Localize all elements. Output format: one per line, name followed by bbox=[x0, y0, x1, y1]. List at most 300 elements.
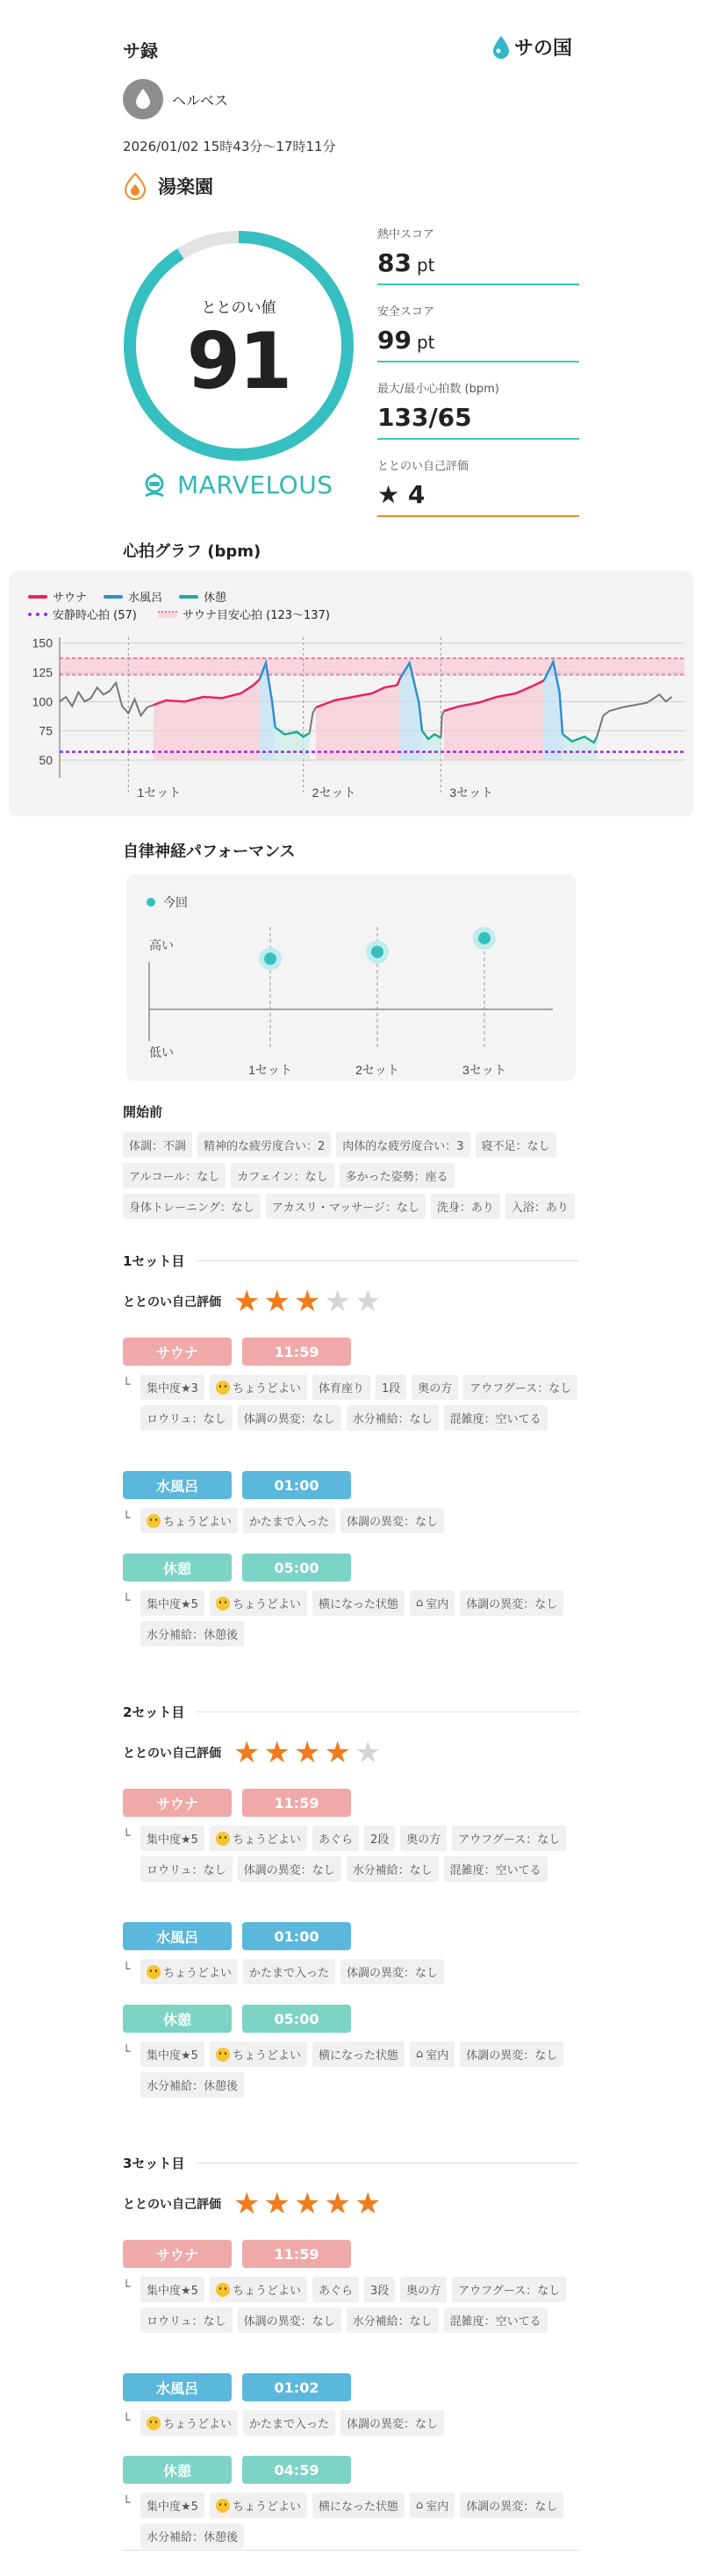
rest-step bbox=[123, 2005, 351, 2033]
condition-tag bbox=[312, 1590, 405, 1616]
tag-text: ちょうどよい bbox=[232, 2501, 301, 2514]
rating-stars bbox=[233, 1735, 382, 1770]
tag-text: 混雑度：空いてる bbox=[449, 1413, 541, 1426]
tag-text: 室内 bbox=[426, 2501, 449, 2514]
tag-text: 2段 bbox=[369, 1833, 390, 1847]
condition-tag bbox=[452, 2277, 566, 2302]
rating-stars bbox=[233, 1284, 382, 1319]
tag-text: ロウリュ：なし bbox=[147, 2315, 226, 2328]
metric-unit: pt bbox=[416, 255, 435, 276]
series-fill bbox=[400, 663, 422, 760]
legend-swatch bbox=[28, 595, 47, 599]
condition-tag bbox=[336, 1132, 469, 1158]
tag-text: 横になった状態 bbox=[318, 2501, 398, 2514]
avatar[interactable] bbox=[123, 79, 163, 119]
ans-title: 自律神経パフォーマンス bbox=[123, 843, 296, 861]
set-title: 1セット目 bbox=[123, 1253, 185, 1269]
tag-text: ちょうどよい bbox=[232, 1382, 301, 1396]
condition-tag bbox=[140, 1856, 233, 1882]
branch-icon: └ bbox=[123, 1829, 131, 1843]
legend-swatch bbox=[104, 595, 123, 599]
condition-tag bbox=[463, 1374, 577, 1400]
star-icon: ★ bbox=[233, 1735, 261, 1770]
tag-text: 水分補給：なし bbox=[352, 1864, 433, 1877]
session-datetime: 2026/01/02 15時43分〜17時11分 bbox=[123, 139, 336, 154]
house-icon: ⌂ bbox=[415, 2048, 424, 2061]
smile-face-icon bbox=[216, 2283, 230, 2297]
set-label: 2セット bbox=[312, 786, 356, 800]
sauna-time-pill: 11:59 bbox=[242, 1789, 351, 1817]
tag-text: かたまで入った bbox=[249, 1516, 330, 1529]
tag-text: アウフグース：なし bbox=[458, 1833, 561, 1847]
tag-text: カフェイン：なし bbox=[237, 1171, 328, 1184]
ans-low-label: 低い bbox=[149, 1045, 174, 1059]
legend-swatch bbox=[158, 611, 177, 618]
condition-tag bbox=[444, 1856, 548, 1882]
sauna-label-pill: サウナ bbox=[123, 1789, 232, 1817]
branch-icon: └ bbox=[123, 2280, 131, 2294]
divider bbox=[197, 1260, 579, 1261]
condition-tag bbox=[140, 1405, 233, 1431]
series-line-other bbox=[60, 683, 154, 715]
star-icon: ★ bbox=[293, 1735, 321, 1770]
y-tick-label: 150 bbox=[32, 635, 53, 650]
tag-text: 3段 bbox=[369, 2285, 390, 2298]
metric-label: ととのい自己評価 bbox=[377, 460, 469, 473]
drop-avatar-icon bbox=[134, 88, 152, 111]
divider bbox=[123, 2550, 579, 2551]
star-icon: ★ bbox=[324, 1284, 351, 1319]
tag-text: 体調の異変：なし bbox=[466, 2049, 558, 2063]
legend-label: 今回 bbox=[163, 895, 188, 909]
tag-text: 水分補給：なし bbox=[352, 2315, 433, 2328]
y-tick-label: 75 bbox=[39, 723, 53, 738]
totonoi-value: 91 bbox=[186, 316, 291, 406]
metric-value: 99 bbox=[377, 326, 412, 355]
legend-water bbox=[104, 588, 162, 605]
star-icon: ★ bbox=[293, 1284, 321, 1319]
tag-text: 体調の異変：なし bbox=[243, 1864, 335, 1877]
ans-point bbox=[371, 946, 383, 958]
metric-label: 最大/最小心拍数 (bpm) bbox=[377, 383, 499, 396]
condition-tag bbox=[444, 1405, 548, 1431]
tag-text: ちょうどよい bbox=[163, 1967, 233, 1980]
condition-tag bbox=[400, 1826, 447, 1851]
condition-tag bbox=[140, 2523, 244, 2549]
condition-tag bbox=[140, 2307, 233, 2333]
condition-tag bbox=[210, 1374, 307, 1400]
legend-safe bbox=[158, 606, 330, 622]
set-header bbox=[123, 1703, 579, 1721]
tag-text: 洗身：あり bbox=[436, 1202, 494, 1215]
condition-tag bbox=[231, 1163, 333, 1188]
sauna-step bbox=[123, 2240, 351, 2268]
metric-value: 133/65 bbox=[377, 403, 472, 432]
smile-face-icon bbox=[216, 1381, 230, 1395]
tag-text: アウフグース：なし bbox=[469, 1382, 572, 1396]
tag-text: 室内 bbox=[426, 2049, 449, 2063]
tag-text: 体調の異変：なし bbox=[347, 1516, 439, 1529]
rest-label-pill: 休憩 bbox=[123, 2005, 232, 2033]
legend-dot bbox=[147, 898, 155, 907]
tag-text: 室内 bbox=[426, 1598, 449, 1611]
legend-label: サウナ bbox=[53, 592, 88, 605]
water-time-pill: 01:00 bbox=[242, 1471, 351, 1499]
tag-text: 水分補給：休憩後 bbox=[147, 2531, 239, 2544]
tag-text: 身体トレーニング：なし bbox=[129, 1202, 254, 1215]
legend-rest bbox=[179, 588, 226, 605]
water-time-pill: 01:02 bbox=[242, 2373, 351, 2401]
brand-logo bbox=[491, 33, 572, 61]
metric-underline bbox=[377, 515, 579, 517]
page-title: サ録 bbox=[123, 40, 158, 61]
tag-text: 体調の異変：なし bbox=[466, 2501, 558, 2514]
star-icon: ★ bbox=[324, 1735, 351, 1770]
condition-tag bbox=[431, 1194, 500, 1219]
star-icon: ★ bbox=[263, 1284, 290, 1319]
divider bbox=[197, 1711, 579, 1712]
y-tick-label: 125 bbox=[32, 665, 53, 679]
ans-set-label: 2セット bbox=[355, 1063, 399, 1077]
detail-tags bbox=[140, 2277, 579, 2333]
tag-text: 集中度★5 bbox=[147, 1598, 198, 1611]
condition-tag bbox=[364, 2277, 395, 2302]
legend-label: 水風呂 bbox=[128, 592, 163, 605]
rest-step bbox=[123, 1553, 351, 1582]
condition-tag bbox=[123, 1163, 226, 1188]
set-title: 2セット目 bbox=[123, 1704, 185, 1720]
branch-icon: └ bbox=[123, 1378, 131, 1392]
sauna-label-pill: サウナ bbox=[123, 2240, 232, 2268]
tag-text: 集中度★5 bbox=[147, 2049, 198, 2063]
heart-rate-chart bbox=[9, 628, 693, 813]
condition-tag bbox=[210, 2277, 307, 2302]
condition-tag bbox=[347, 2307, 439, 2333]
tag-text: 入浴：あり bbox=[511, 1202, 569, 1215]
condition-tag bbox=[243, 1959, 335, 1984]
tag-text: 奥の方 bbox=[406, 1833, 441, 1847]
series-fill bbox=[444, 680, 544, 760]
tag-text: ちょうどよい bbox=[232, 2049, 301, 2063]
heart-graph-title: 心拍グラフ (bpm) bbox=[123, 542, 261, 561]
set-rating bbox=[123, 1284, 382, 1319]
condition-tag bbox=[340, 1508, 444, 1533]
rating-label: ととのい自己評価 bbox=[123, 1295, 221, 1310]
rest-step bbox=[123, 2456, 351, 2484]
tag-text: 集中度★5 bbox=[147, 2285, 198, 2298]
water-details bbox=[123, 1508, 579, 1533]
ans-set-label: 3セット bbox=[462, 1063, 506, 1077]
branch-icon: └ bbox=[123, 2414, 131, 2428]
condition-tag bbox=[210, 2041, 307, 2067]
smile-face-icon bbox=[147, 1514, 161, 1528]
condition-tag bbox=[238, 1405, 341, 1431]
tag-text: 水分補給：休憩後 bbox=[147, 1629, 239, 1642]
condition-tag bbox=[412, 1374, 458, 1400]
star-icon: ★ bbox=[263, 1735, 290, 1770]
sauna-step bbox=[123, 1338, 351, 1366]
branch-icon: └ bbox=[123, 1962, 131, 1977]
water-step bbox=[123, 2373, 351, 2401]
condition-tag bbox=[340, 1959, 444, 1984]
condition-tag bbox=[347, 1405, 439, 1431]
condition-tag bbox=[238, 1856, 341, 1882]
condition-tag bbox=[140, 1621, 244, 1647]
condition-tag bbox=[312, 2277, 359, 2302]
tag-text: 体調の異変：なし bbox=[347, 1967, 439, 1980]
tag-text: アルコール：なし bbox=[129, 1171, 220, 1184]
condition-tag bbox=[140, 1508, 238, 1533]
tag-text: あぐら bbox=[318, 1833, 353, 1847]
tag-text: 水分補給：休憩後 bbox=[147, 2080, 239, 2093]
metric-safety-score bbox=[377, 302, 579, 362]
totonoi-label: ととのい値 bbox=[201, 299, 276, 317]
detail-tags bbox=[140, 2410, 579, 2436]
legend-swatch bbox=[179, 595, 198, 599]
condition-tag bbox=[140, 1826, 204, 1851]
tag-text: 精神的な疲労度合い：2 bbox=[204, 1140, 326, 1153]
smile-face-icon bbox=[216, 2499, 230, 2513]
condition-tag bbox=[140, 1590, 204, 1616]
detail-tags bbox=[140, 1374, 579, 1431]
legend-sauna bbox=[28, 588, 87, 605]
drop-logo-icon bbox=[491, 35, 511, 60]
rating-stars bbox=[233, 2186, 382, 2221]
condition-tag bbox=[210, 2493, 307, 2518]
rating-label: ととのい自己評価 bbox=[123, 1747, 221, 1761]
rest-details bbox=[123, 2041, 579, 2098]
series-fill bbox=[316, 678, 400, 760]
tag-text: 肉体的な疲労度合い：3 bbox=[342, 1140, 464, 1153]
metric-heat-score bbox=[377, 225, 579, 285]
tag-text: 奥の方 bbox=[406, 2285, 441, 2298]
rest-label-pill: 休憩 bbox=[123, 1553, 232, 1582]
condition-tag bbox=[140, 2072, 244, 2098]
star-icon: ★ bbox=[263, 2186, 290, 2221]
star-icon: ★ bbox=[354, 2186, 382, 2221]
condition-tag bbox=[140, 2410, 238, 2436]
tag-text: 水分補給：なし bbox=[352, 1413, 433, 1426]
tag-text: ちょうどよい bbox=[163, 1516, 233, 1529]
metric-self-rating bbox=[377, 456, 579, 517]
condition-tag bbox=[238, 2307, 341, 2333]
condition-tag bbox=[410, 2041, 455, 2067]
rest-time-pill: 05:00 bbox=[242, 1553, 351, 1582]
facility[interactable] bbox=[123, 172, 213, 200]
condition-tag bbox=[340, 1163, 455, 1188]
metric-unit: pt bbox=[416, 332, 435, 353]
condition-tag bbox=[140, 2493, 204, 2518]
tag-text: 奥の方 bbox=[418, 1382, 453, 1396]
tag-text: 集中度★5 bbox=[147, 1833, 198, 1847]
tag-text: 横になった状態 bbox=[318, 2049, 398, 2063]
branch-icon: └ bbox=[123, 1511, 131, 1525]
y-tick-label: 50 bbox=[39, 753, 53, 767]
set-label: 1セット bbox=[137, 786, 182, 800]
set-title: 3セット目 bbox=[123, 2156, 185, 2171]
tag-text: あぐら bbox=[318, 2285, 353, 2298]
tag-text: 集中度★3 bbox=[147, 1382, 198, 1396]
smile-face-icon bbox=[216, 1832, 230, 1846]
tag-text: 体育座り bbox=[318, 1382, 364, 1396]
water-details bbox=[123, 1959, 579, 1984]
house-icon: ⌂ bbox=[415, 2499, 424, 2512]
legend-label: 休憩 bbox=[204, 592, 227, 605]
tag-text: ちょうどよい bbox=[232, 2285, 301, 2298]
condition-tag bbox=[460, 2041, 563, 2067]
tag-text: ロウリュ：なし bbox=[147, 1413, 226, 1426]
sauna-step bbox=[123, 1789, 351, 1817]
condition-tag bbox=[312, 1374, 370, 1400]
sauna-details bbox=[123, 1374, 579, 1431]
sauna-label-pill: サウナ bbox=[123, 1338, 232, 1366]
water-time-pill: 01:00 bbox=[242, 1922, 351, 1950]
condition-tag bbox=[400, 2277, 447, 2302]
rest-details bbox=[123, 2493, 579, 2549]
rest-details bbox=[123, 1590, 579, 1647]
condition-tag bbox=[460, 1590, 563, 1616]
before-tags bbox=[123, 1132, 579, 1219]
rest-time-pill: 04:59 bbox=[242, 2456, 351, 2484]
tag-text: 体調の異変：なし bbox=[243, 2315, 335, 2328]
condition-tag bbox=[505, 1194, 575, 1219]
condition-tag bbox=[243, 1508, 335, 1533]
condition-tag bbox=[140, 2277, 204, 2302]
sauna-details bbox=[123, 2277, 579, 2333]
ans-point bbox=[478, 932, 491, 944]
star-icon: ★ bbox=[324, 2186, 351, 2221]
legend-swatch bbox=[28, 613, 47, 616]
rating-label: ととのい自己評価 bbox=[123, 2198, 221, 2212]
condition-tag bbox=[364, 1826, 395, 1851]
tag-text: 多かった姿勢：座る bbox=[345, 1171, 448, 1184]
detail-tags bbox=[140, 1590, 579, 1647]
tag-text: アカスリ・マッサージ：なし bbox=[271, 1202, 419, 1215]
condition-tag bbox=[376, 1374, 406, 1400]
heart-graph-card bbox=[9, 570, 693, 816]
water-details bbox=[123, 2410, 579, 2436]
ans-card bbox=[126, 874, 576, 1081]
condition-tag bbox=[444, 2307, 548, 2333]
condition-tag bbox=[312, 2041, 405, 2067]
condition-tag bbox=[243, 2410, 335, 2436]
ans-chart bbox=[126, 874, 576, 1081]
smile-face-icon bbox=[147, 2416, 161, 2430]
detail-tags bbox=[140, 2493, 579, 2549]
set-header bbox=[123, 1252, 579, 1270]
tag-text: かたまで入った bbox=[249, 2418, 330, 2431]
tag-text: 1段 bbox=[381, 1382, 401, 1396]
sauna-time-pill: 11:59 bbox=[242, 1338, 351, 1366]
metric-value: 83 bbox=[377, 248, 412, 277]
ans-high-label: 高い bbox=[149, 938, 174, 952]
facility-name: 湯楽園 bbox=[158, 176, 213, 197]
condition-tag bbox=[452, 1826, 566, 1851]
tag-text: 体調の異変：なし bbox=[243, 1413, 335, 1426]
star-icon: ★ bbox=[354, 1735, 382, 1770]
detail-tags bbox=[140, 1959, 579, 1984]
house-icon: ⌂ bbox=[415, 1597, 424, 1610]
brand-name: サの国 bbox=[514, 38, 573, 60]
branch-icon: └ bbox=[123, 1594, 131, 1608]
smile-face-icon bbox=[147, 1965, 161, 1979]
condition-tag bbox=[210, 1590, 307, 1616]
rank-label: MARVELOUS bbox=[177, 470, 333, 499]
metric-underline bbox=[377, 283, 579, 285]
condition-tag bbox=[210, 1826, 307, 1851]
detail-tags bbox=[140, 2041, 579, 2098]
tag-text: 混雑度：空いてる bbox=[449, 2315, 541, 2328]
condition-tag bbox=[140, 1959, 238, 1984]
condition-tag bbox=[312, 2493, 405, 2518]
tag-text: ロウリュ：なし bbox=[147, 1864, 226, 1877]
totonoi-rank bbox=[140, 470, 333, 499]
water-label-pill: 水風呂 bbox=[123, 1471, 232, 1499]
detail-tags bbox=[140, 1508, 579, 1533]
tag-text: かたまで入った bbox=[249, 1967, 330, 1980]
branch-icon: └ bbox=[123, 2045, 131, 2059]
tag-text: 寝不足：なし bbox=[481, 1140, 550, 1153]
tag-text: 体調の異変：なし bbox=[347, 2418, 439, 2431]
set-header bbox=[123, 2154, 579, 2172]
condition-tag bbox=[312, 1826, 359, 1851]
condition-tag bbox=[123, 1194, 261, 1219]
rest-time-pill: 05:00 bbox=[242, 2005, 351, 2033]
rest-label-pill: 休憩 bbox=[123, 2456, 232, 2484]
star-icon: ★ bbox=[233, 1284, 261, 1319]
rank-character-icon bbox=[140, 471, 168, 499]
tag-text: アウフグース：なし bbox=[458, 2285, 561, 2298]
legend-label: サウナ目安心拍 (123〜137) bbox=[183, 609, 330, 622]
metric-label: 安全スコア bbox=[377, 305, 435, 319]
condition-tag bbox=[460, 2493, 563, 2518]
sauna-time-pill: 11:59 bbox=[242, 2240, 351, 2268]
user-name: ヘルベス bbox=[172, 92, 229, 109]
condition-tag bbox=[140, 2041, 204, 2067]
condition-tag bbox=[476, 1132, 556, 1158]
tag-text: ちょうどよい bbox=[163, 2418, 233, 2431]
y-tick-label: 100 bbox=[32, 694, 53, 709]
condition-tag bbox=[340, 2410, 444, 2436]
water-label-pill: 水風呂 bbox=[123, 1922, 232, 1950]
water-label-pill: 水風呂 bbox=[123, 2373, 232, 2401]
branch-icon: └ bbox=[123, 2496, 131, 2510]
star-icon: ★ bbox=[233, 2186, 261, 2221]
condition-tag bbox=[410, 1590, 455, 1616]
condition-tag bbox=[347, 1856, 439, 1882]
ans-point bbox=[264, 952, 276, 965]
tag-text: 体調の異変：なし bbox=[466, 1598, 558, 1611]
tag-text: 混雑度：空いてる bbox=[449, 1864, 541, 1877]
smile-face-icon bbox=[216, 2048, 230, 2062]
star-icon: ★ bbox=[354, 1284, 382, 1319]
tag-text: 横になった状態 bbox=[318, 1598, 398, 1611]
tag-text: 体調：不調 bbox=[129, 1140, 187, 1153]
legend-resting bbox=[28, 606, 137, 622]
tag-text: ちょうどよい bbox=[232, 1598, 301, 1611]
series-line-other bbox=[310, 707, 316, 733]
facility-flame-icon bbox=[123, 172, 147, 200]
series-line-other bbox=[441, 711, 444, 738]
set-rating bbox=[123, 1735, 382, 1770]
water-step bbox=[123, 1922, 351, 1950]
ans-set-label: 1セット bbox=[248, 1063, 292, 1077]
before-title: 開始前 bbox=[123, 1104, 163, 1120]
condition-tag bbox=[410, 2493, 455, 2518]
condition-tag bbox=[140, 1374, 204, 1400]
tag-text: 集中度★5 bbox=[147, 2501, 198, 2514]
metric-underline bbox=[377, 438, 579, 440]
